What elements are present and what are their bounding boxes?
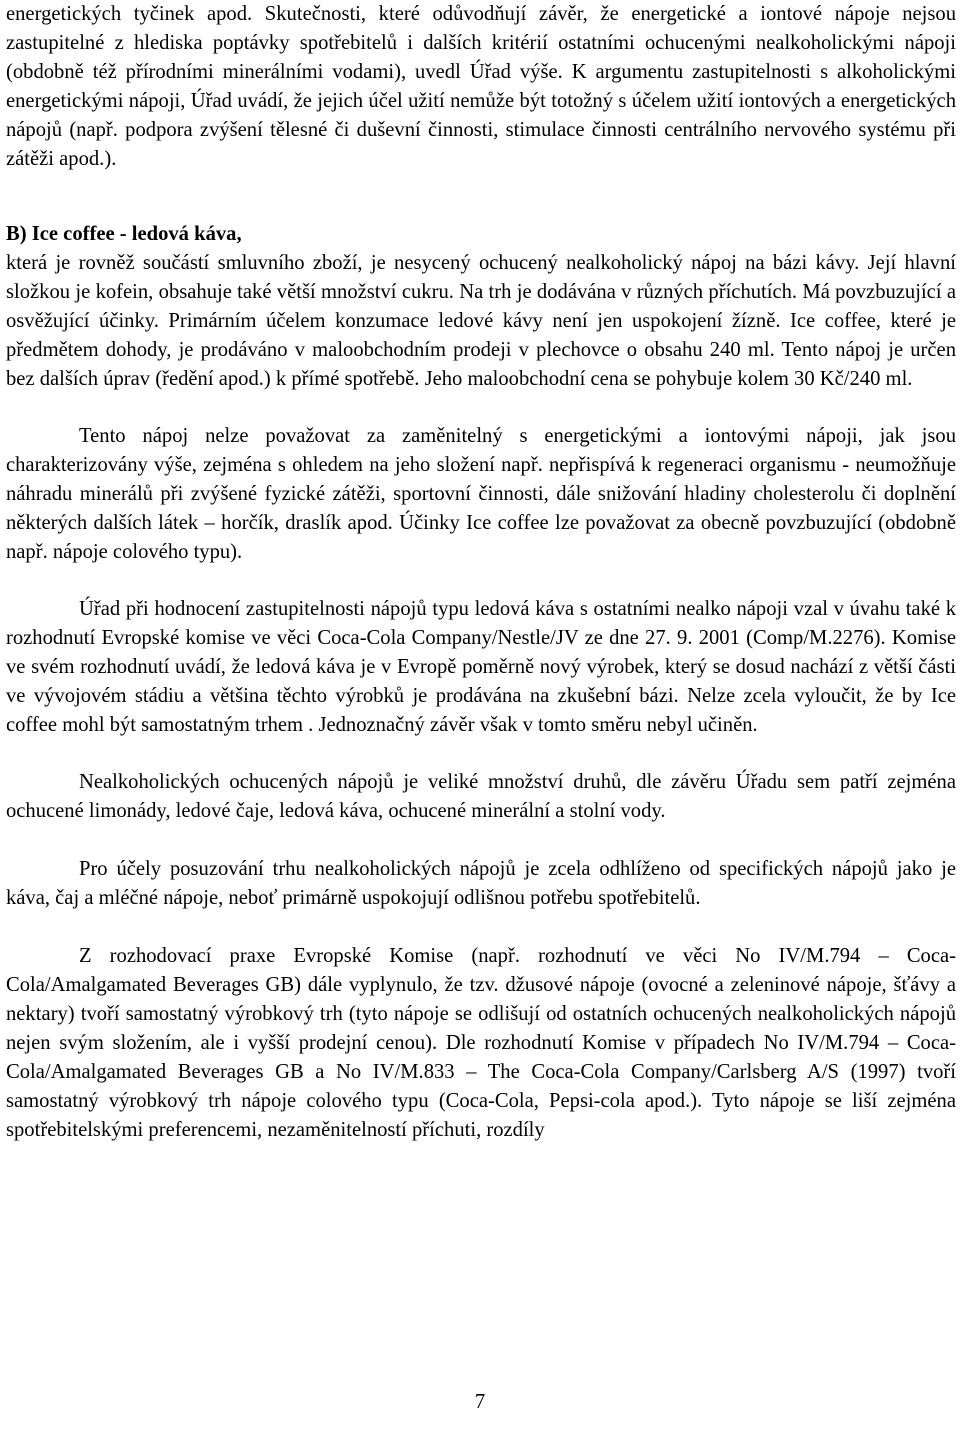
paragraph-substitutability: Tento nápoj nelze považovat za zaměnitelný s energetickými a iontovými nápoji, jak jsou charakterizovány výše, zejména s ohledem na jeho složení např. nepřispívá k regeneraci organismu - neumožňuje náhradu minerálů při zvýšené fyzické zátěži, sportovní činnosti, dále snižování hladiny cholesterolu či doplnění některých dalších látek – horčík, draslík apod. Účinky Ice coffee lze považovat za obecně povzbuzující (obdobně např. nápoje colového typu). [6, 424, 956, 563]
paragraph-commission-decision: Úřad při hodnocení zastupitelnosti nápojů typu ledová káva s ostatními nealko nápoji vzal v úvahu také k rozhodnutí Evropské komise ve věci Coca-Cola Company/Nestle/JV ze dne 27. 9. 2001 (Comp/M.2276). Komise ve svém rozhodnutí uvádí, že ledová káva je v Evropě poměrně nový výrobek, který se dosud nachází z větší části ve vývojovém stádiu a většina těchto výrobků je prodávána na zkušební bázi. Nelze zcela vyloučit, že by Ice coffee mohl být samostatným trhem . Jednoznačný závěr však v tomto směru nebyl učiněn. [6, 597, 956, 736]
page-number: 7 [474, 1391, 486, 1413]
paragraph-specific-drinks: Pro účely posuzování trhu nealkoholických nápojů je zcela odhlíženo od specifických nápojů jako je káva, čaj a mléčné nápoje, neboť primárně uspokojují odlišnou potřebu spotřebitelů. [6, 858, 956, 910]
paragraph-energy-drinks: energetických tyčinek apod. Skutečnosti, které odůvodňují závěr, že energetické a iontové nápoje nejsou zastupitelné z hlediska poptávky spotřebitelů i dalších kritérií ostatními ochucenými nealkoholickými nápoji (obdobně též přírodními minerálními vodami), uvedl Úřad výše. K argumentu zastupitelnosti s alkoholickými energetickými nápoji, Úřad uvádí, že jejich účel užití nemůže být totožný s účelem užití iontových a energetických nápojů (např. podpora zvýšení tělesné či duševní činnosti, stimulace činnosti centrálního nervového systému při zátěži apod.). [6, 3, 956, 170]
paragraph-soft-drink-types: Nealkoholických ochucených nápojů je veliké množství druhů, dle závěru Úřadu sem patří zejména ochucené limonády, ledové čaje, ledová káva, ochucené minerální a stolní vody. [6, 771, 956, 823]
paragraph-commission-practice: Z rozhodovací praxe Evropské Komise (např. rozhodnutí ve věci No IV/M.794 – Coca-Cola/Amalgamated Beverages GB) dále vyplynulo, že tzv. džusové nápoje (ovocné a zeleninové nápoje, šťávy a nektary) tvoří samostatný výrobkový trh (tyto nápoje se odlišují od ostatních ochucených nealkoholických nápojů nejen svým složením, ale i vyšší prodejní cenou). Dle rozhodnutí Komise v případech No IV/M.794 – Coca-Cola/Amalgamated Beverages GB a No IV/M.833 – The Coca-Cola Company/Carlsberg A/S (1997) tvoří samostatný výrobkový trh nápoje colového typu (Coca-Cola, Pepsi-cola apod.). Tyto nápoje se liší zejména spotřebitelskými preferencemi, nezaměnitelností příchuti, rozdíly [6, 945, 956, 1141]
paragraph-ice-coffee-description: která je rovněž součástí smluvního zboží, je nesycený ochucený nealkoholický nápoj na bázi kávy. Její hlavní složkou je kofein, obsahuje také větší množství cukru. Na trh je dodávána v různých příchutích. Má povzbuzující a osvěžující účinky. Primárním účelem konzumace ledové kávy není jen uspokojení žízně. Ice coffee, které je předmětem dohody, je prodáváno v maloobchodním prodeji v plechovce o obsahu 240 ml. Tento nápoj je určen bez dalších úprav (ředění apod.) k přímé spotřebě. Jeho maloobchodní cena se pohybuje kolem 30 Kč/240 ml. [6, 252, 956, 390]
document-page [6, 0, 956, 1144]
section-heading-ice-coffee: B) Ice coffee - ledová káva, [6, 223, 242, 246]
